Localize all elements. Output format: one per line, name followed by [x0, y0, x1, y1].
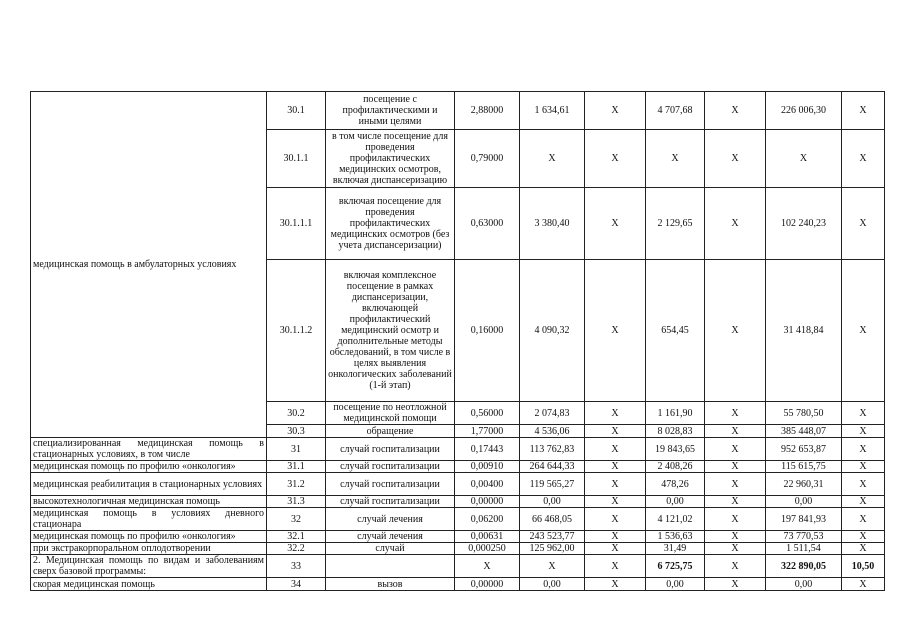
cell-c9: X — [842, 543, 885, 555]
cell-unit: включая комплексное посещение в рамках диспансеризации, включающей профилактический медицинский осмотр и дополнительные методы обследований, в том числе в целях выявления онкологических заболеваний (1-й этап) — [326, 260, 455, 402]
cell-c6: 478,26 — [646, 473, 705, 496]
table-row — [31, 496, 885, 508]
cell-c5: X — [585, 473, 646, 496]
cell-c5: X — [585, 260, 646, 402]
cell-c7: X — [705, 531, 766, 543]
cell-unit: случай лечения — [326, 531, 455, 543]
cell-c9: X — [842, 438, 885, 461]
cell-c8: 385 448,07 — [766, 425, 842, 438]
cell-norm: 0,000250 — [455, 543, 520, 555]
cell-norm: 0,17443 — [455, 438, 520, 461]
cell-c6: 654,45 — [646, 260, 705, 402]
cell-c7: X — [705, 543, 766, 555]
cell-c9: X — [842, 92, 885, 130]
cell-c7: X — [705, 130, 766, 188]
cell-cost: 0,00 — [520, 578, 585, 591]
cell-cost: 1 634,61 — [520, 92, 585, 130]
cell-norm: 2,88000 — [455, 92, 520, 130]
cell-code: 30.1.1.1 — [267, 188, 326, 260]
cell-cost: 243 523,77 — [520, 531, 585, 543]
cell-unit: случай лечения — [326, 508, 455, 531]
cell-c5: X — [585, 188, 646, 260]
cell-c7: X — [705, 402, 766, 425]
cell-c6: 1 161,90 — [646, 402, 705, 425]
table-row — [31, 508, 885, 531]
cell-c9: X — [842, 473, 885, 496]
cell-unit: посещение с профилактическими и иными целями — [326, 92, 455, 130]
cell-c9: X — [842, 130, 885, 188]
cell-c6: 2 408,26 — [646, 461, 705, 473]
table-row — [31, 555, 885, 578]
cell-c8: X — [766, 130, 842, 188]
cell-code: 32.2 — [267, 543, 326, 555]
cell-c5: X — [585, 92, 646, 130]
cell-c9: X — [842, 578, 885, 591]
cell-c5: X — [585, 461, 646, 473]
cell-c9: 10,50 — [842, 555, 885, 578]
cell-cost: 4 536,06 — [520, 425, 585, 438]
cell-unit: посещение по неотложной медицинской помощи — [326, 402, 455, 425]
cell-norm: 0,00400 — [455, 473, 520, 496]
table-row — [31, 578, 885, 591]
cell-norm: 0,06200 — [455, 508, 520, 531]
cell-c8: 0,00 — [766, 578, 842, 591]
cell-unit: случай госпитализации — [326, 461, 455, 473]
cell-c5: X — [585, 578, 646, 591]
cell-c9: X — [842, 496, 885, 508]
cell-c5: X — [585, 438, 646, 461]
cell-cost: 66 468,05 — [520, 508, 585, 531]
cell-c9: X — [842, 402, 885, 425]
cell-c7: X — [705, 473, 766, 496]
cell-cost: X — [520, 130, 585, 188]
cell-code: 30.1 — [267, 92, 326, 130]
cell-c7: X — [705, 92, 766, 130]
row-label-cell: медицинская помощь в условиях дневного стационара — [31, 508, 267, 531]
cell-c7: X — [705, 260, 766, 402]
row-label-cell: 2. Медицинская помощь по видам и заболеваниям сверх базовой программы: — [31, 555, 267, 578]
cell-c5: X — [585, 425, 646, 438]
cell-c6: 4 707,68 — [646, 92, 705, 130]
cell-unit — [326, 555, 455, 578]
cell-code: 32 — [267, 508, 326, 531]
cell-norm: 0,56000 — [455, 402, 520, 425]
cell-c9: X — [842, 425, 885, 438]
cell-unit: случай — [326, 543, 455, 555]
cell-c5: X — [585, 531, 646, 543]
cell-cost: 113 762,83 — [520, 438, 585, 461]
table-row — [31, 473, 885, 496]
cell-code: 30.2 — [267, 402, 326, 425]
cell-norm: 0,16000 — [455, 260, 520, 402]
cell-norm: 1,77000 — [455, 425, 520, 438]
cell-c7: X — [705, 555, 766, 578]
cell-c6: 1 536,63 — [646, 531, 705, 543]
cell-norm: 0,00000 — [455, 578, 520, 591]
cell-c6: 6 725,75 — [646, 555, 705, 578]
cell-code: 32.1 — [267, 531, 326, 543]
cell-c8: 322 890,05 — [766, 555, 842, 578]
cell-c6: 2 129,65 — [646, 188, 705, 260]
cell-unit: случай госпитализации — [326, 473, 455, 496]
cell-cost: 125 962,00 — [520, 543, 585, 555]
cell-unit: в том числе посещение для проведения профилактических медицинских осмотров, включая диспансеризацию — [326, 130, 455, 188]
table-row — [31, 438, 885, 461]
cell-code: 31.3 — [267, 496, 326, 508]
cell-c9: X — [842, 188, 885, 260]
cell-c6: 19 843,65 — [646, 438, 705, 461]
row-label-cell: медицинская помощь в амбулаторных условиях — [31, 92, 267, 438]
cell-code: 33 — [267, 555, 326, 578]
cell-c8: 115 615,75 — [766, 461, 842, 473]
cell-norm: 0,79000 — [455, 130, 520, 188]
cell-cost: 3 380,40 — [520, 188, 585, 260]
cell-c6: 4 121,02 — [646, 508, 705, 531]
cell-c8: 102 240,23 — [766, 188, 842, 260]
cell-c7: X — [705, 496, 766, 508]
cell-c7: X — [705, 188, 766, 260]
row-label-cell: медицинская реабилитация в стационарных условиях — [31, 473, 267, 496]
cell-c5: X — [585, 496, 646, 508]
cell-c8: 73 770,53 — [766, 531, 842, 543]
cell-c6: 0,00 — [646, 496, 705, 508]
cell-c7: X — [705, 438, 766, 461]
cell-c5: X — [585, 508, 646, 531]
cell-code: 31.1 — [267, 461, 326, 473]
cell-c6: 31,49 — [646, 543, 705, 555]
cell-unit: случай госпитализации — [326, 438, 455, 461]
row-label-cell: высокотехнологичная медицинская помощь — [31, 496, 267, 508]
territorial-program-table — [30, 91, 885, 591]
cell-code: 30.1.1.2 — [267, 260, 326, 402]
cell-c7: X — [705, 578, 766, 591]
cell-c8: 31 418,84 — [766, 260, 842, 402]
cell-unit: включая посещение для проведения профилактических медицинских осмотров (без учета диспансеризации) — [326, 188, 455, 260]
row-label-cell: скорая медицинская помощь — [31, 578, 267, 591]
cell-code: 30.3 — [267, 425, 326, 438]
cell-cost: 2 074,83 — [520, 402, 585, 425]
cell-cost: 264 644,33 — [520, 461, 585, 473]
cell-c7: X — [705, 425, 766, 438]
cell-c8: 1 511,54 — [766, 543, 842, 555]
cell-c7: X — [705, 508, 766, 531]
cell-code: 30.1.1 — [267, 130, 326, 188]
cell-c5: X — [585, 130, 646, 188]
row-label-cell: медицинская помощь по профилю «онкология» — [31, 461, 267, 473]
cell-c8: 952 653,87 — [766, 438, 842, 461]
cell-norm: 0,63000 — [455, 188, 520, 260]
cell-cost: 0,00 — [520, 496, 585, 508]
cell-code: 31 — [267, 438, 326, 461]
cell-c5: X — [585, 555, 646, 578]
cell-c6: X — [646, 130, 705, 188]
row-label-cell: специализированная медицинская помощь в стационарных условиях, в том числе — [31, 438, 267, 461]
table-row — [31, 92, 885, 130]
cell-c5: X — [585, 543, 646, 555]
cell-norm: 0,00910 — [455, 461, 520, 473]
cell-c9: X — [842, 531, 885, 543]
cell-c8: 55 780,50 — [766, 402, 842, 425]
cell-norm: 0,00631 — [455, 531, 520, 543]
cell-cost: 4 090,32 — [520, 260, 585, 402]
cell-c6: 8 028,83 — [646, 425, 705, 438]
cell-unit: обращение — [326, 425, 455, 438]
cell-c9: X — [842, 461, 885, 473]
cell-cost: X — [520, 555, 585, 578]
cell-unit: вызов — [326, 578, 455, 591]
cell-code: 31.2 — [267, 473, 326, 496]
row-label-cell: при экстракорпоральном оплодотворении — [31, 543, 267, 555]
cell-unit: случай госпитализации — [326, 496, 455, 508]
cell-c9: X — [842, 260, 885, 402]
table-row — [31, 461, 885, 473]
cell-c9: X — [842, 508, 885, 531]
table-row — [31, 543, 885, 555]
cell-cost: 119 565,27 — [520, 473, 585, 496]
cell-c8: 197 841,93 — [766, 508, 842, 531]
cell-norm: X — [455, 555, 520, 578]
cell-norm: 0,00000 — [455, 496, 520, 508]
row-label-cell: медицинская помощь по профилю «онкология» — [31, 531, 267, 543]
cell-c6: 0,00 — [646, 578, 705, 591]
cell-c8: 226 006,30 — [766, 92, 842, 130]
cell-c5: X — [585, 402, 646, 425]
cell-c7: X — [705, 461, 766, 473]
table-row — [31, 531, 885, 543]
cell-c8: 0,00 — [766, 496, 842, 508]
cell-code: 34 — [267, 578, 326, 591]
cell-c8: 22 960,31 — [766, 473, 842, 496]
